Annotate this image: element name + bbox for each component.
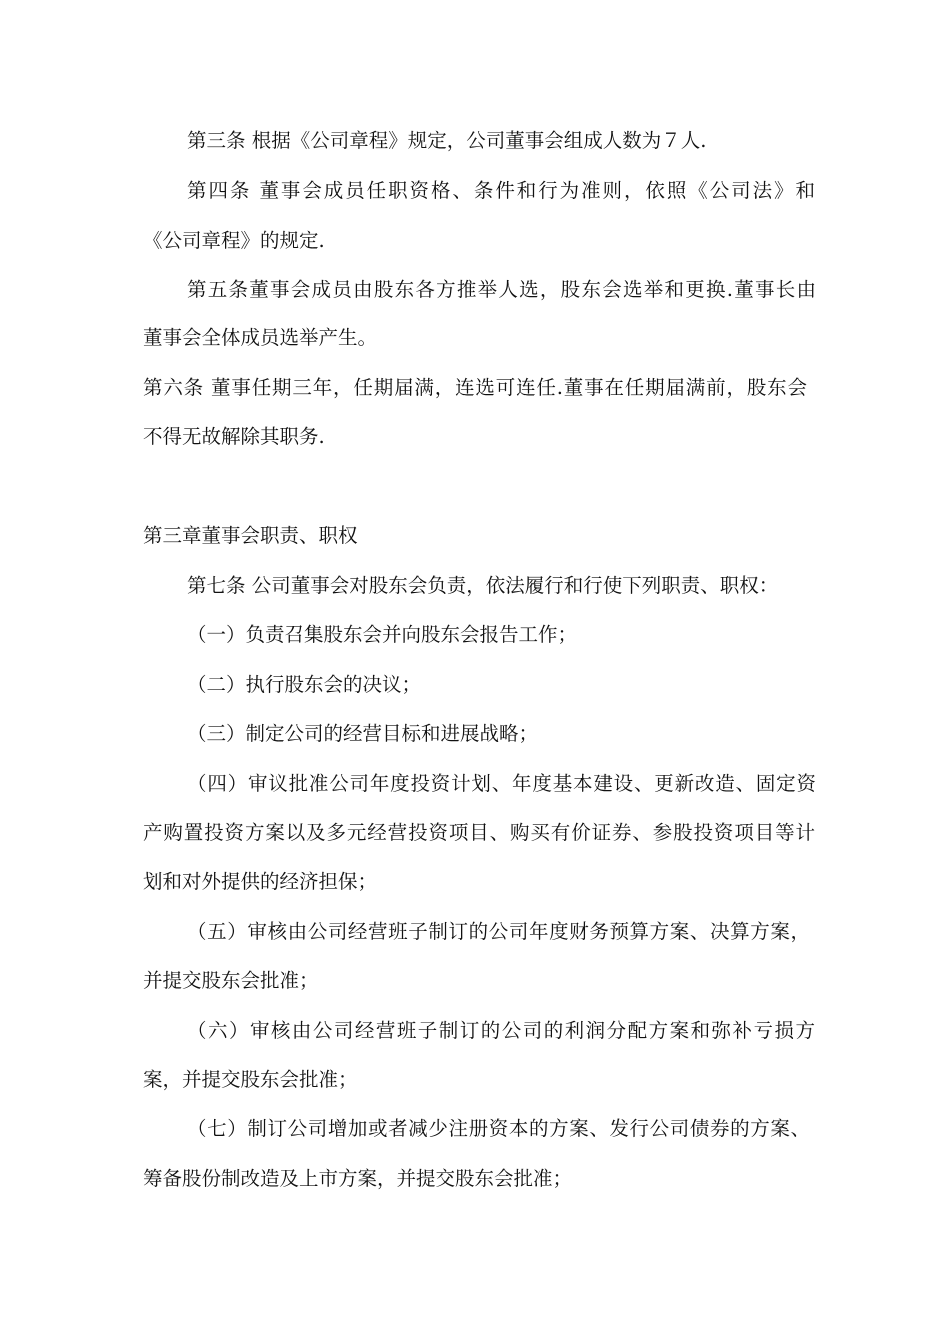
item-3-line: （三）制定公司的经营目标和进展战略； bbox=[187, 722, 539, 745]
article-4-line-1: 第四条 董事会成员任职资格、条件和行为准则，依照《公司法》和 bbox=[187, 179, 815, 202]
article-7-line: 第七条 公司董事会对股东会负责，依法履行和行使下列职责、职权： bbox=[187, 574, 779, 597]
article-6-line-2: 不得无故解除其职务. bbox=[143, 425, 325, 448]
item-4-line-3: 划和对外提供的经济担保； bbox=[143, 870, 378, 893]
item-1-line: （一）负责召集股东会并向股东会报告工作； bbox=[187, 623, 578, 646]
item-5-line-2: 并提交股东会批准； bbox=[143, 969, 319, 992]
item-7-line-2: 筹备股份制改造及上市方案，并提交股东会批准； bbox=[143, 1167, 573, 1190]
article-4-line-2: 《公司章程》的规定. bbox=[143, 229, 325, 252]
item-5-line-1: （五）审核由公司经营班子制订的公司年度财务预算方案、决算方案， bbox=[187, 920, 810, 943]
article-3-line: 第三条 根据《公司章程》规定，公司董事会组成人数为７人. bbox=[187, 129, 707, 152]
item-6-line-2: 案，并提交股东会批准； bbox=[143, 1068, 358, 1091]
item-7-line-1: （七）制订公司增加或者减少注册资本的方案、发行公司债券的方案、 bbox=[187, 1117, 810, 1140]
article-5-line-2: 董事会全体成员选举产生。 bbox=[143, 326, 378, 349]
item-4-line-1: （四）审议批准公司年度投资计划、年度基本建设、更新改造、固定资 bbox=[187, 772, 816, 795]
item-2-line: （二）执行股东会的决议； bbox=[187, 673, 422, 696]
item-6-line-1: （六）审核由公司经营班子制订的公司的利润分配方案和弥补亏损方 bbox=[187, 1019, 815, 1042]
chapter-3-heading: 第三章董事会职责、职权 bbox=[143, 524, 358, 547]
article-5-line-1: 第五条董事会成员由股东各方推举人选，股东会选举和更换.董事长由 bbox=[187, 278, 816, 301]
item-4-line-2: 产购置投资方案以及多元经营投资项目、购买有价证券、参股投资项目等计 bbox=[143, 821, 815, 844]
article-6-line-1: 第六条 董事任期三年，任期届满，连选可连任.董事在任期届满前，股东会 bbox=[143, 376, 807, 399]
